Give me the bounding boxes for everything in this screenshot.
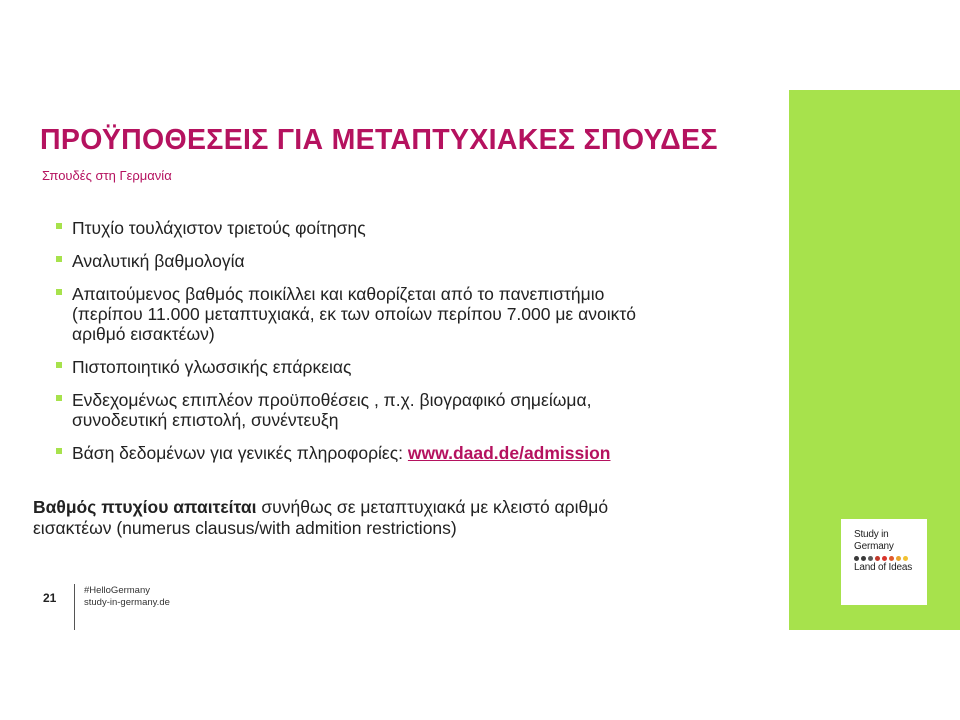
daad-admission-link[interactable]: www.daad.de/admission — [407, 443, 611, 463]
bullet-square-icon — [56, 223, 62, 229]
logo-dot — [875, 556, 880, 561]
bullet-square-icon — [56, 362, 62, 368]
logo-dot — [882, 556, 887, 561]
logo-dot — [889, 556, 894, 561]
bullet-square-icon — [56, 256, 62, 262]
note-text: συνήθως σε μεταπτυχιακά με κλειστό αριθμό — [256, 497, 609, 517]
logo-dot — [861, 556, 866, 561]
study-in-germany-logo — [841, 519, 927, 605]
logo-text-line1: Study in — [854, 529, 889, 540]
list-item-text: αριθμό εισακτέων) — [72, 324, 215, 344]
bullet-square-icon — [56, 448, 62, 454]
footer-website: study-in-germany.de — [84, 597, 170, 608]
list-item — [56, 251, 756, 271]
logo-dots-icon — [854, 555, 927, 561]
list-item-text: Αναλυτική βαθμολογία — [72, 251, 245, 271]
grade-requirement-note — [33, 497, 608, 539]
logo-dot — [896, 556, 901, 561]
list-item-label: Βάση δεδομένων για γενικές πληροφορίες: — [72, 443, 408, 463]
list-item-text: Πτυχίο τουλάχιστον τριετούς φοίτησης — [72, 218, 366, 238]
slide-title: ΠΡΟΫΠΟΘΕΣΕΙΣ ΓΙΑ ΜΕΤΑΠΤΥΧΙΑΚΕΣ ΣΠΟΥΔΕΣ — [40, 124, 718, 156]
list-item — [56, 218, 756, 238]
footer-info — [84, 585, 170, 609]
list-item — [56, 443, 756, 463]
logo-dot — [868, 556, 873, 561]
note-text-continued: εισακτέων (numerus clausus/with admition restrictions) — [33, 518, 457, 538]
list-item-text: συνοδευτική επιστολή, συνέντευξη — [72, 410, 339, 430]
list-item-text: Απαιτούμενος βαθμός ποικίλλει και καθορίζεται από το πανεπιστήμιο — [72, 284, 605, 304]
list-item — [56, 284, 756, 344]
logo-dot — [903, 556, 908, 561]
page-number: 21 — [43, 591, 57, 605]
list-item — [56, 357, 756, 377]
footer-divider — [74, 584, 75, 630]
list-item-text: Πιστοποιητικό γλωσσικής επάρκειας — [72, 357, 352, 377]
list-item-text: Ενδεχομένως επιπλέον προϋποθέσεις , π.χ. βιογραφικό σημείωμα, — [72, 390, 592, 410]
list-item-text — [72, 443, 756, 463]
list-item-text: (περίπου 11.000 μεταπτυχιακά, εκ των οποίων περίπου 7.000 με ανοικτό — [72, 304, 636, 324]
requirements-list — [56, 218, 756, 476]
logo-text-line2: Germany — [854, 541, 894, 552]
bullet-square-icon — [56, 395, 62, 401]
logo-dot — [854, 556, 859, 561]
footer-hashtag: #HelloGermany — [84, 585, 150, 596]
logo-text-line3: Land of Ideas — [854, 562, 913, 573]
note-bold-text: Βαθμός πτυχίου απαιτείται — [33, 497, 257, 517]
slide-subtitle: Σπουδές στη Γερμανία — [42, 168, 172, 183]
bullet-square-icon — [56, 289, 62, 295]
list-item — [56, 390, 756, 430]
